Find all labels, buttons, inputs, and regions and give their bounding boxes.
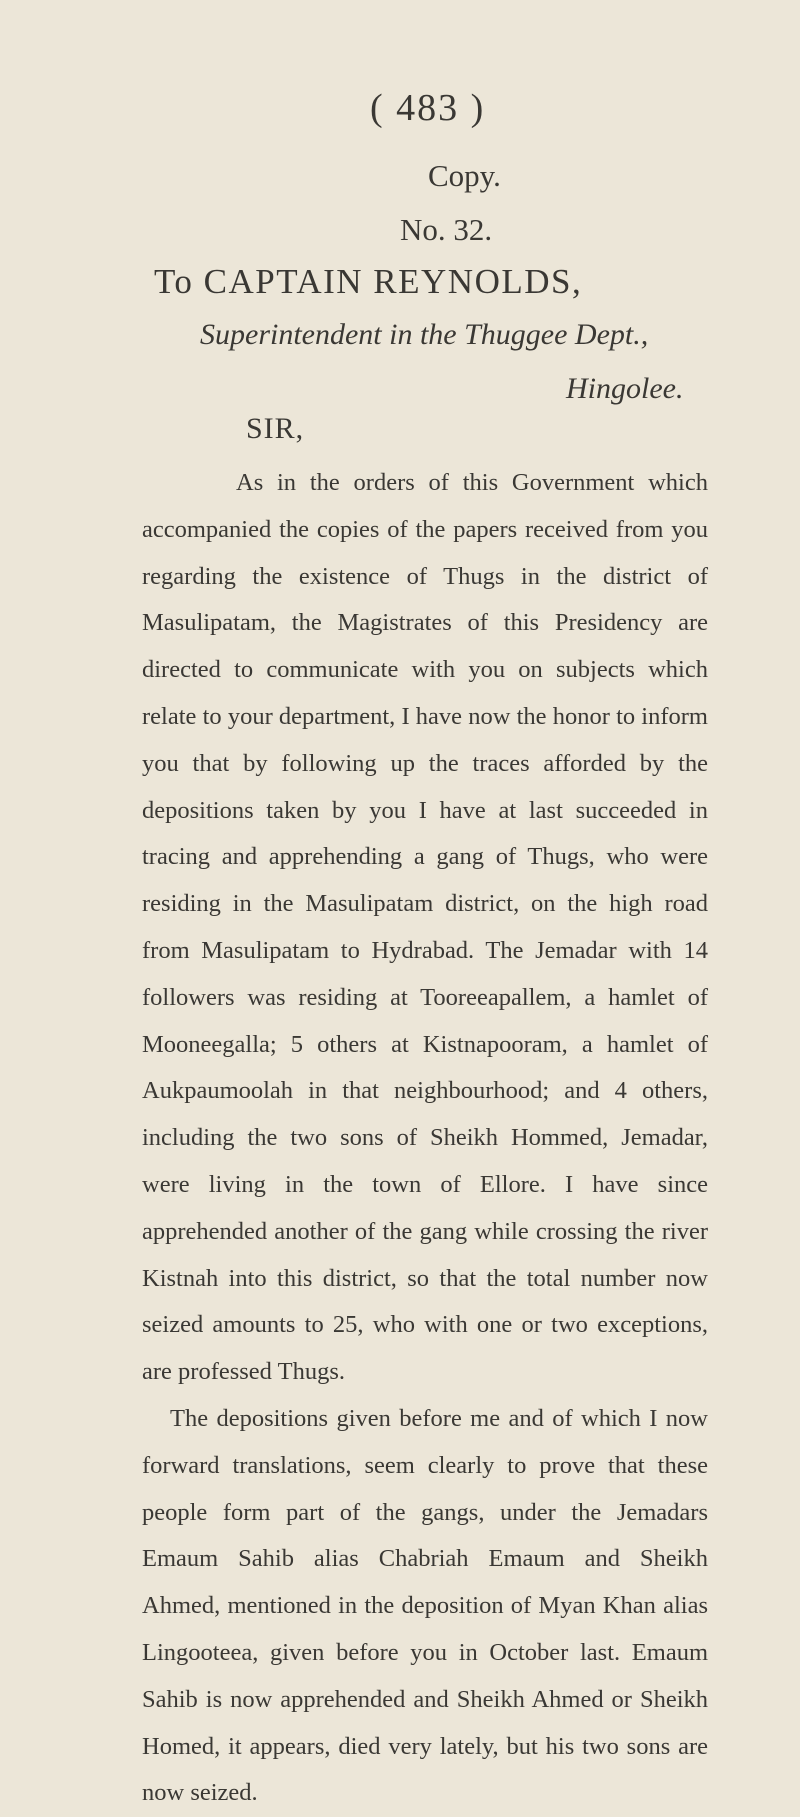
- place-name: Hingolee.: [566, 372, 684, 405]
- addressee: To CAPTAIN REYNOLDS,: [154, 262, 583, 301]
- letter-body: [142, 460, 708, 1817]
- addressee-title: Superintendent in the Thuggee Dept.,: [200, 318, 649, 351]
- copy-label: Copy.: [428, 158, 501, 193]
- page-number: ( 483 ): [370, 87, 486, 129]
- paragraph-2: The depositions given before me and of which I now forward translations, seem clearly to prove that these people form part of the gangs, under the Jemadars Emaum Sahib alias Chabriah Emaum and Sheikh Ahmed, mentioned in the deposition of Myan Khan alias Lingooteea, given before you in October last. Emaum Sahib is now apprehended and Sheikh Ahmed or Sheikh Homed, it appears, died very lately, but his two sons are now seized.: [142, 1404, 708, 1807]
- salutation: SIR,: [246, 412, 305, 445]
- letter-number: No. 32.: [400, 212, 493, 247]
- paragraph-1: As in the orders of this Government which accompanied the copies of the papers received from you regarding the existence of Thugs in the district of Masulipatam, the Magistrates of this Presidency are directed to communicate with you on subjects which relate to your department, I have now the honor to inform you that by following up the traces afforded by the depositions taken by you I have at last succeeded in tracing and apprehending a gang of Thugs, who were residing in the Masulipatam district, on the high road from Masulipatam to Hydrabad. The Jemadar with 14 followers was residing at Tooreeapallem, a hamlet of Mooneegalla; 5 others at Kistnapooram, a hamlet of Aukpaumoolah in that neighbourhood; and 4 others, including the two sons of Sheikh Hommed, Jemadar, were living in the town of Ellore. I have since apprehended another of the gang while crossing the river Kistnah into this district, so that the total number now seized amounts to 25, who with one or two exceptions, are professed Thugs.: [142, 469, 708, 1386]
